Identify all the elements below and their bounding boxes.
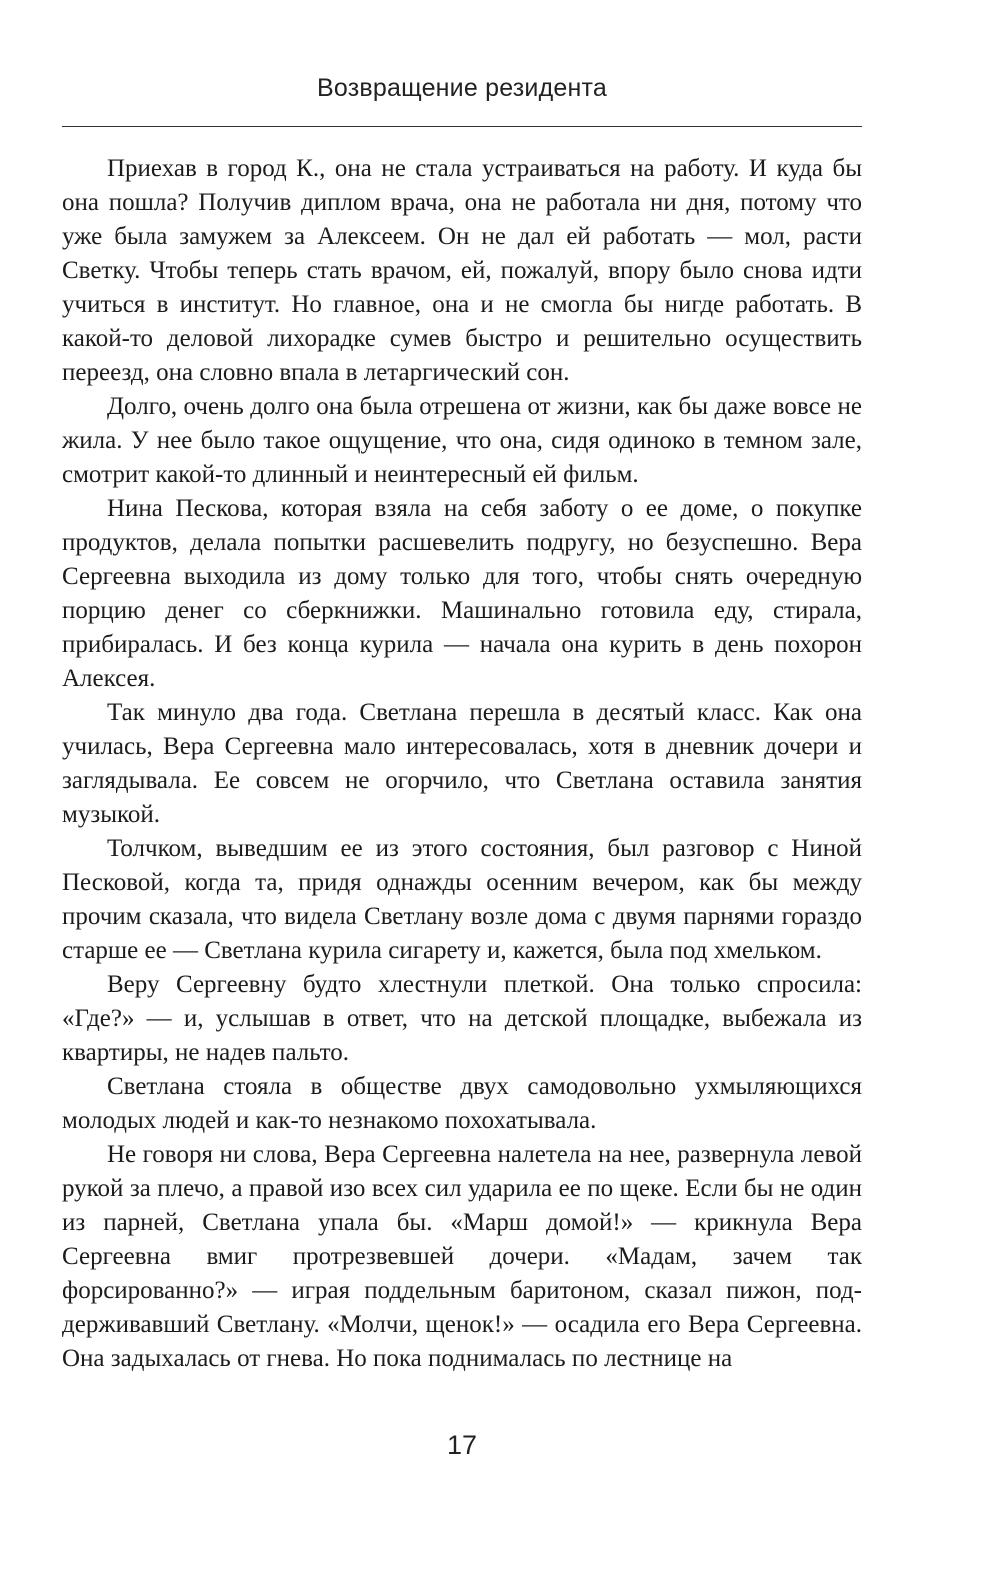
page-number: 17: [446, 1430, 478, 1460]
paragraph: Приехав в город К., она не стала устраиваться на работу. И куда бы она пошла? Получив диплом врача, она не работала ни дня, потому что уже была замужем за Алексеем. Он не дал ей работать — мол, расти Светку. Чтобы теперь стать врачом, ей, пожалуй, впору было снова идти учиться в институт. Но главное, она и не смогла бы нигде работать. В какой-то деловой лихорадке сумев быстро и решительно осуществить переезд, она словно впала в летаргический сон.: [62, 155, 862, 386]
header-rule: [62, 126, 862, 127]
paragraph: Нина Пескова, которая взяла на себя заботу о ее доме, о покупке продуктов, делала попытки расшевелить подругу, но безуспешно. Вера Сергеевна выходила из дому только для того, чтобы снять очередную порцию денег со сберкнижки. Машинально готовила еду, стирала, прибиралась. И без конца курила — начала она курить в день похорон Алексея.: [62, 495, 862, 692]
body-text: [62, 152, 862, 1376]
paragraph: Так минуло два года. Светлана перешла в десятый класс. Как она училась, Вера Сергеевна мало интересовалась, хотя в дневник дочери и заглядывала. Ее совсем не огорчило, что Светлана оставила занятия музыкой.: [62, 699, 862, 828]
paragraph: Долго, очень долго она была отрешена от жизни, как бы даже вовсе не жила. У нее было такое ощущение, что она, сидя одиноко в темном зале, смотрит какой-то длинный и неинтересный ей фильм.: [62, 393, 862, 488]
paragraph: Толчком, выведшим ее из этого состояния, был разговор с Ниной Песковой, когда та, придя однажды осенним вечером, как бы между прочим сказала, что видела Светлану возле дома с двумя парнями гораздо старше ее — Светлана курила сигарету и, кажется, была под хмельком.: [62, 835, 862, 964]
running-head-title: Возвращение резидента: [317, 74, 607, 102]
paragraph: Веру Сергеевну будто хлестнули плеткой. Она только спросила: «Где?» — и, услышав в ответ, что на детской площадке, выбежала из квартиры, не надев пальто.: [62, 971, 862, 1066]
paragraph: Не говоря ни слова, Вера Сергеевна налетела на нее, развернула левой рукой за плечо, а правой изо всех сил ударила ее по щеке. Если бы не один из парней, Светлана упала бы. «Марш домой!» — крикнула Вера Сергеевна вмиг протрезвевшей дочери. «Мадам, зачем так форсированно?» — играя поддельным баритоном, сказал пижон, поддерживавший Светлану. «Молчи, щенок!» — осадила его Вера Сергеевна. Она задыхалась от гнева. Но пока поднималась по лестнице на: [62, 1141, 862, 1372]
paragraph: Светлана стояла в обществе двух самодовольно ухмыляющихся молодых людей и как-то незнакомо похохатывала.: [62, 1073, 862, 1134]
